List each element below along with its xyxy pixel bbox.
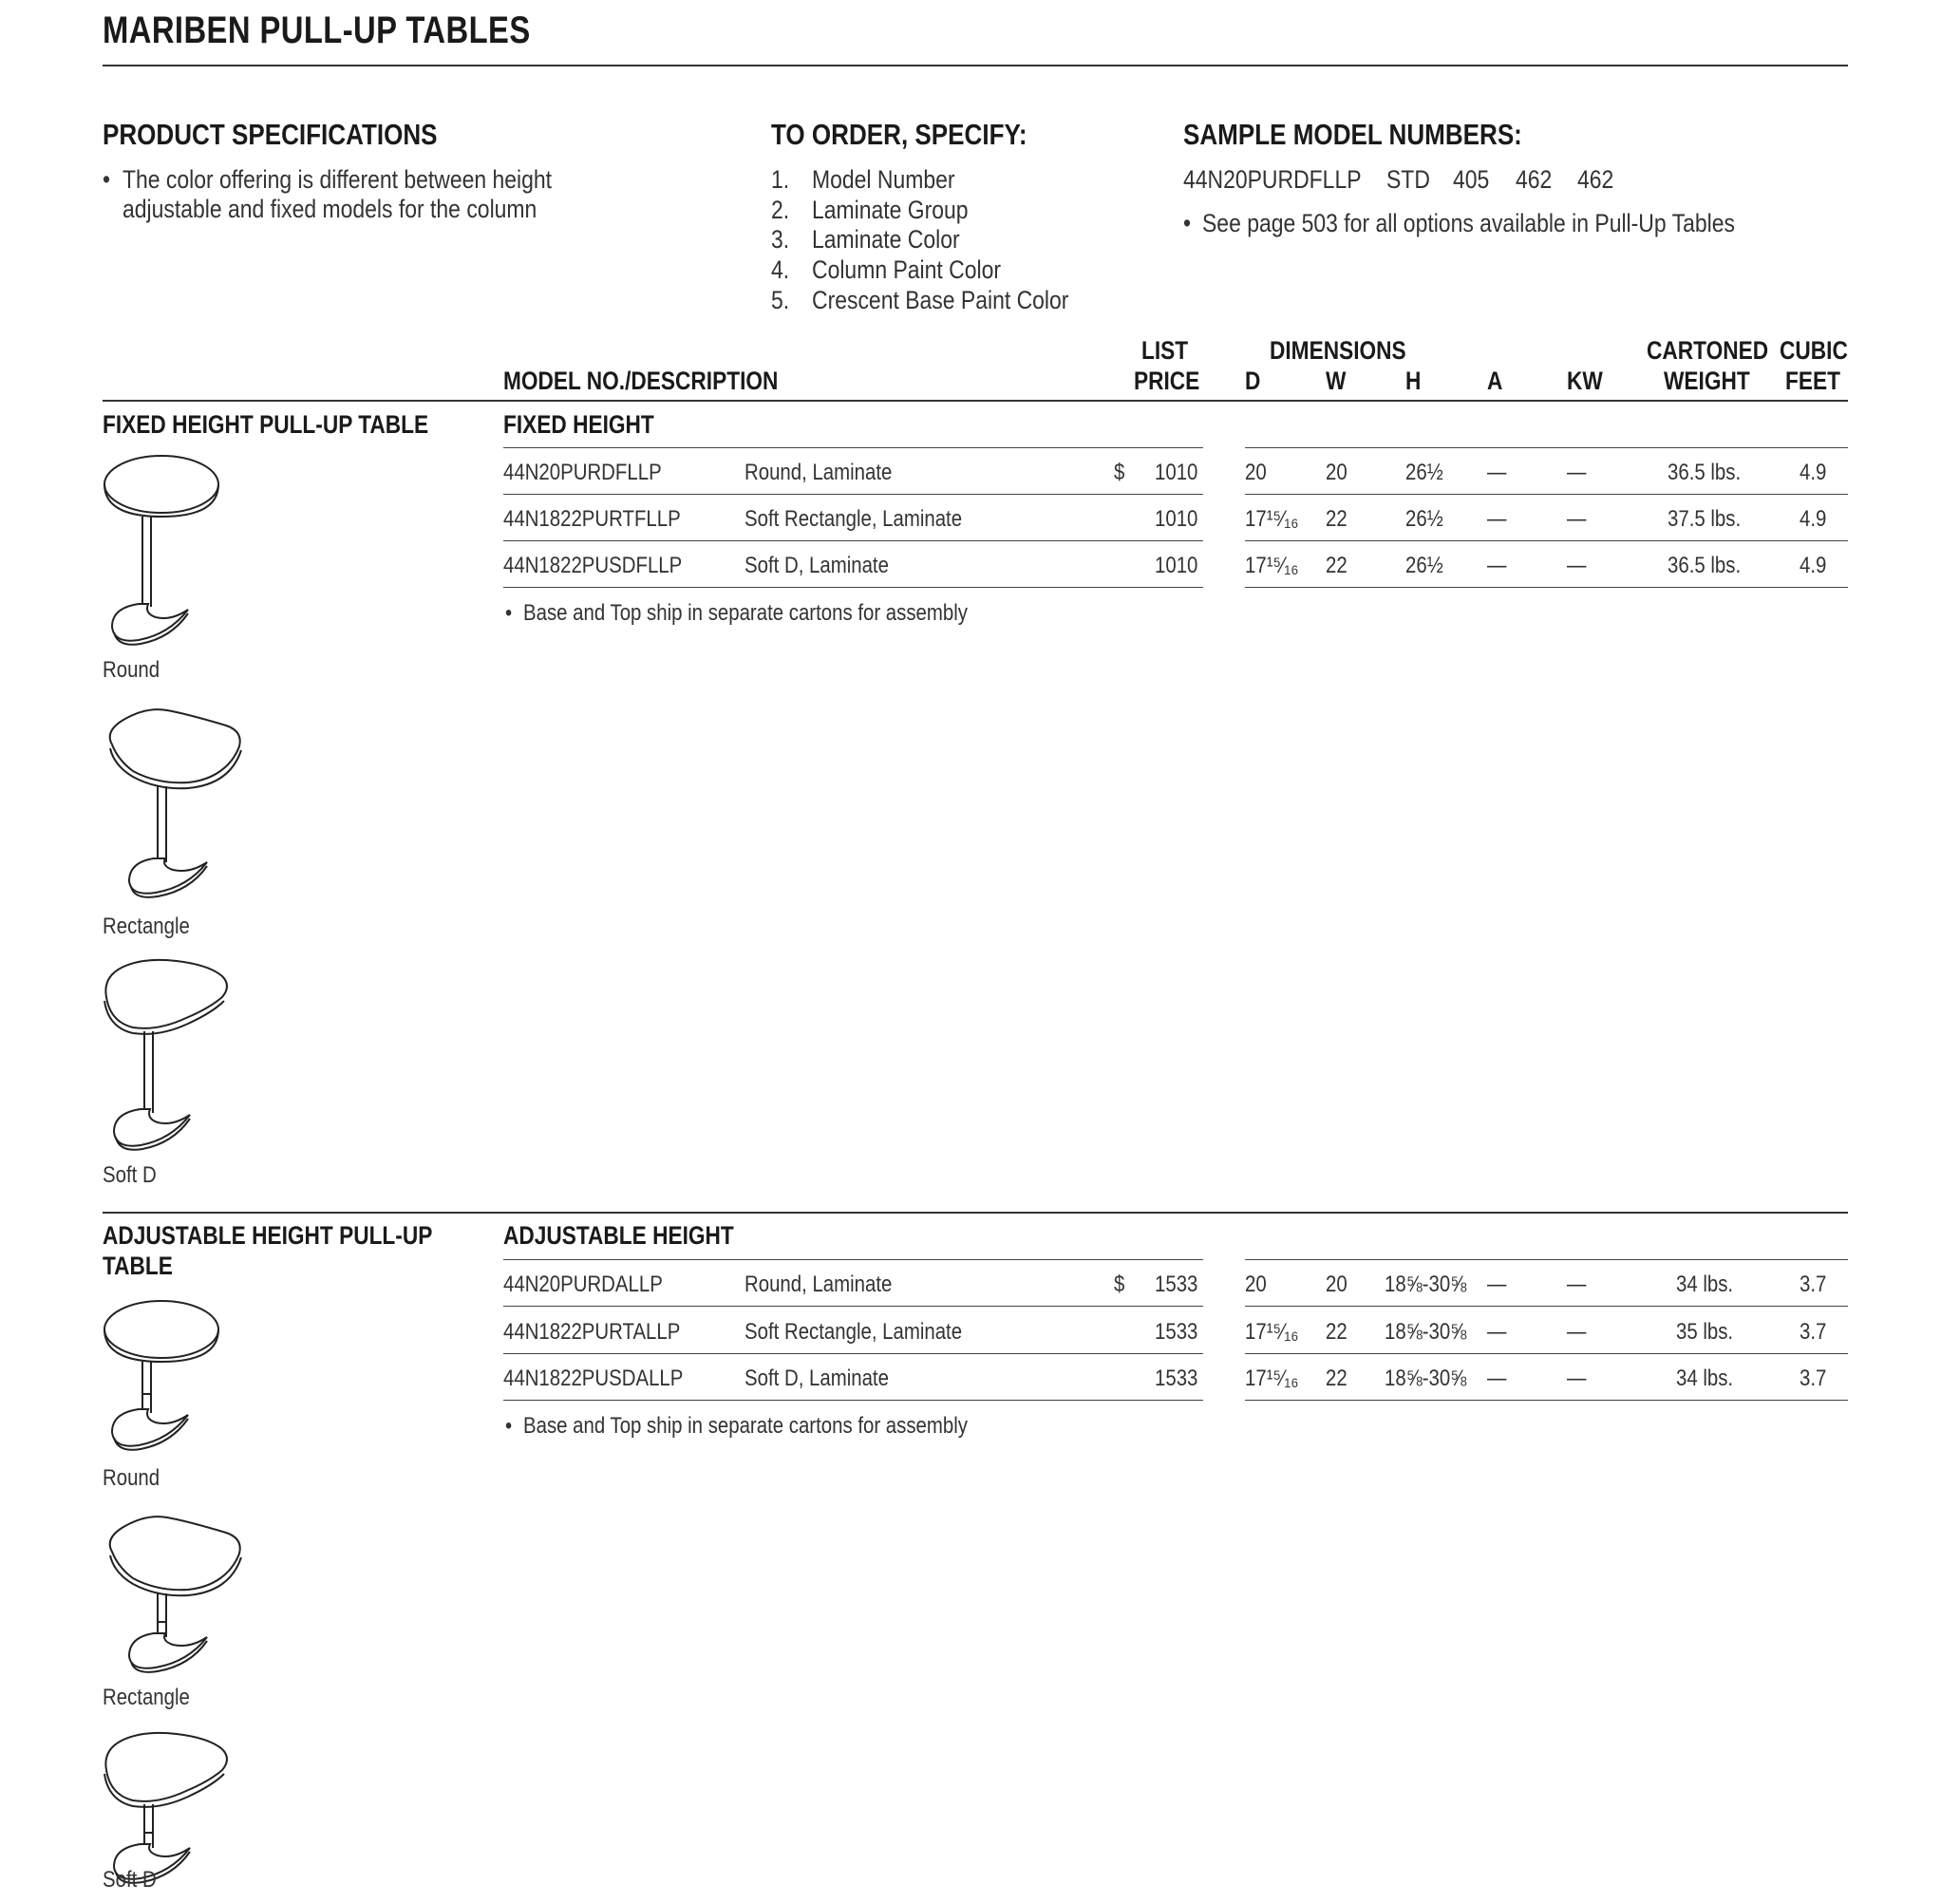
caption-round: Round [103, 1465, 160, 1491]
round-fixed-table-illustration [101, 450, 224, 650]
sample-part-group: STD [1386, 165, 1430, 194]
fixed-note: Base and Top ship in separate cartons for assembly [523, 600, 968, 626]
fixed-section-label: FIXED HEIGHT PULL-UP TABLE [103, 410, 429, 439]
row-h: 18⅝-30⅝ [1385, 1272, 1467, 1297]
row-rule [503, 1400, 1203, 1401]
col-kw: KW [1567, 367, 1603, 395]
row-h: 26½ [1405, 460, 1443, 485]
order-item-number: 1. [771, 165, 790, 194]
row-desc: Soft D, Laminate [744, 1366, 889, 1391]
row-model: 44N20PURDALLP [503, 1272, 663, 1297]
order-item-label: Column Paint Color [812, 255, 1001, 284]
col-list: LIST [1141, 336, 1189, 365]
row-currency: $ [1114, 1272, 1125, 1297]
row-price: 1533 [1155, 1366, 1198, 1391]
row-a: — [1487, 460, 1507, 485]
row-weight: 35 lbs. [1676, 1319, 1734, 1345]
adjustable-section-rule [103, 1212, 1848, 1214]
row-h: 18⅝-30⅝ [1385, 1319, 1467, 1345]
row-d: 17¹⁵⁄₁₆ [1245, 553, 1299, 578]
specs-bullet-line1: The color offering is different between height [122, 165, 553, 194]
row-kw: — [1567, 1319, 1587, 1345]
col-price: PRICE [1134, 367, 1200, 395]
row-kw: — [1567, 553, 1587, 578]
col-model: MODEL NO./DESCRIPTION [503, 367, 779, 395]
row-w: 22 [1326, 506, 1348, 532]
row-price: 1010 [1155, 506, 1198, 532]
row-a: — [1487, 1366, 1507, 1391]
adjustable-rule-left [503, 1259, 1203, 1260]
adjustable-note-bullet-icon: • [505, 1413, 513, 1439]
adjustable-note: Base and Top ship in separate cartons for assembly [523, 1413, 968, 1439]
row-a: — [1487, 553, 1507, 578]
row-h: 26½ [1405, 506, 1443, 532]
row-weight: 34 lbs. [1676, 1272, 1734, 1297]
row-rule [1245, 1400, 1848, 1401]
row-desc: Soft Rectangle, Laminate [744, 1319, 963, 1345]
row-weight: 37.5 lbs. [1668, 506, 1742, 532]
order-item-label: Laminate Group [812, 196, 969, 224]
col-weight: WEIGHT [1664, 367, 1750, 395]
row-kw: — [1567, 460, 1587, 485]
row-rule [1245, 540, 1848, 541]
row-rule [1245, 587, 1848, 588]
col-a: A [1487, 367, 1503, 395]
row-rule [1245, 1353, 1848, 1354]
specs-bullet-icon: • [103, 165, 111, 194]
rectangle-adjustable-table-illustration [101, 1510, 253, 1679]
order-item-number: 4. [771, 255, 790, 284]
col-h: H [1405, 367, 1422, 395]
row-price: 1010 [1155, 553, 1198, 578]
row-h: 26½ [1405, 553, 1443, 578]
row-w: 20 [1326, 1272, 1348, 1297]
header-rule [103, 400, 1848, 402]
page-title: MARIBEN PULL-UP TABLES [103, 9, 531, 51]
caption-soft-d: Soft D [103, 1162, 157, 1188]
fixed-rule-left [503, 447, 1203, 448]
row-rule [503, 494, 1203, 495]
row-weight: 36.5 lbs. [1668, 460, 1742, 485]
row-price: 1533 [1155, 1272, 1198, 1297]
row-desc: Round, Laminate [744, 460, 893, 485]
row-a: — [1487, 506, 1507, 532]
caption-soft-d: Soft D [103, 1867, 157, 1893]
fixed-group-heading: FIXED HEIGHT [503, 410, 654, 439]
adjustable-section-label-line1: ADJUSTABLE HEIGHT PULL-UP [103, 1221, 433, 1250]
row-model: 44N1822PUSDALLP [503, 1366, 684, 1391]
row-cubic: 4.9 [1800, 506, 1827, 532]
sample-note: See page 503 for all options available in Pull-Up Tables [1202, 209, 1735, 237]
round-adjustable-table-illustration [101, 1295, 224, 1457]
row-desc: Soft D, Laminate [744, 553, 889, 578]
row-cubic: 3.7 [1800, 1366, 1827, 1391]
specs-heading: PRODUCT SPECIFICATIONS [103, 118, 438, 151]
sample-part-model: 44N20PURDFLLP [1183, 165, 1362, 194]
row-h: 18⅝-30⅝ [1385, 1366, 1467, 1391]
row-a: — [1487, 1319, 1507, 1345]
row-rule [503, 1306, 1203, 1307]
row-desc: Soft Rectangle, Laminate [744, 506, 963, 532]
row-d: 17¹⁵⁄₁₆ [1245, 506, 1299, 532]
sample-heading: SAMPLE MODEL NUMBERS: [1183, 118, 1522, 151]
rectangle-fixed-table-illustration [101, 703, 253, 902]
row-kw: — [1567, 1366, 1587, 1391]
col-cartoned: CARTONED [1647, 336, 1769, 365]
row-model: 44N20PURDFLLP [503, 460, 662, 485]
row-rule [503, 1353, 1203, 1354]
caption-rectangle: Rectangle [103, 914, 190, 939]
order-item-number: 5. [771, 286, 790, 314]
row-a: — [1487, 1272, 1507, 1297]
row-cubic: 3.7 [1800, 1272, 1827, 1297]
adjustable-rule-right [1245, 1259, 1848, 1260]
row-rule [503, 540, 1203, 541]
row-cubic: 4.9 [1800, 460, 1827, 485]
row-d: 20 [1245, 460, 1267, 485]
adjustable-section-label-line2: TABLE [103, 1252, 173, 1280]
row-rule [1245, 1306, 1848, 1307]
order-item-label: Model Number [812, 165, 955, 194]
col-d: D [1245, 367, 1261, 395]
sample-part-column: 462 [1516, 165, 1553, 194]
row-weight: 34 lbs. [1676, 1366, 1734, 1391]
row-cubic: 3.7 [1800, 1319, 1827, 1345]
row-d: 17¹⁵⁄₁₆ [1245, 1319, 1299, 1345]
row-rule [503, 587, 1203, 588]
fixed-rule-right [1245, 447, 1848, 448]
sample-part-color: 405 [1453, 165, 1490, 194]
soft-d-adjustable-table-illustration [101, 1728, 243, 1890]
col-cubic: CUBIC [1780, 336, 1848, 365]
row-d: 20 [1245, 1272, 1267, 1297]
sample-note-bullet-icon: • [1183, 209, 1192, 237]
caption-round: Round [103, 657, 160, 683]
col-dimensions: DIMENSIONS [1270, 336, 1406, 365]
col-w: W [1326, 367, 1347, 395]
row-kw: — [1567, 1272, 1587, 1297]
soft-d-fixed-table-illustration [101, 955, 243, 1155]
row-model: 44N1822PUSDFLLP [503, 553, 683, 578]
row-w: 22 [1326, 1366, 1348, 1391]
fixed-note-bullet-icon: • [505, 600, 513, 626]
order-item-number: 2. [771, 196, 790, 224]
title-rule [103, 65, 1848, 66]
row-desc: Round, Laminate [744, 1272, 893, 1297]
row-w: 22 [1326, 553, 1348, 578]
row-cubic: 4.9 [1800, 553, 1827, 578]
row-w: 20 [1326, 460, 1348, 485]
order-item-number: 3. [771, 225, 790, 254]
adjustable-group-heading: ADJUSTABLE HEIGHT [503, 1221, 734, 1250]
order-heading: TO ORDER, SPECIFY: [771, 118, 1027, 151]
row-price: 1533 [1155, 1319, 1198, 1345]
row-kw: — [1567, 506, 1587, 532]
order-item-label: Crescent Base Paint Color [812, 286, 1069, 314]
row-model: 44N1822PURTALLP [503, 1319, 681, 1345]
col-feet: FEET [1785, 367, 1840, 395]
row-weight: 36.5 lbs. [1668, 553, 1742, 578]
order-item-label: Laminate Color [812, 225, 960, 254]
row-d: 17¹⁵⁄₁₆ [1245, 1366, 1299, 1391]
caption-rectangle: Rectangle [103, 1685, 190, 1710]
specs-bullet-line2: adjustable and fixed models for the column [122, 195, 537, 223]
sample-part-base: 462 [1577, 165, 1614, 194]
row-price: 1010 [1155, 460, 1198, 485]
row-rule [1245, 494, 1848, 495]
row-model: 44N1822PURTFLLP [503, 506, 681, 532]
row-w: 22 [1326, 1319, 1348, 1345]
row-currency: $ [1114, 460, 1125, 485]
